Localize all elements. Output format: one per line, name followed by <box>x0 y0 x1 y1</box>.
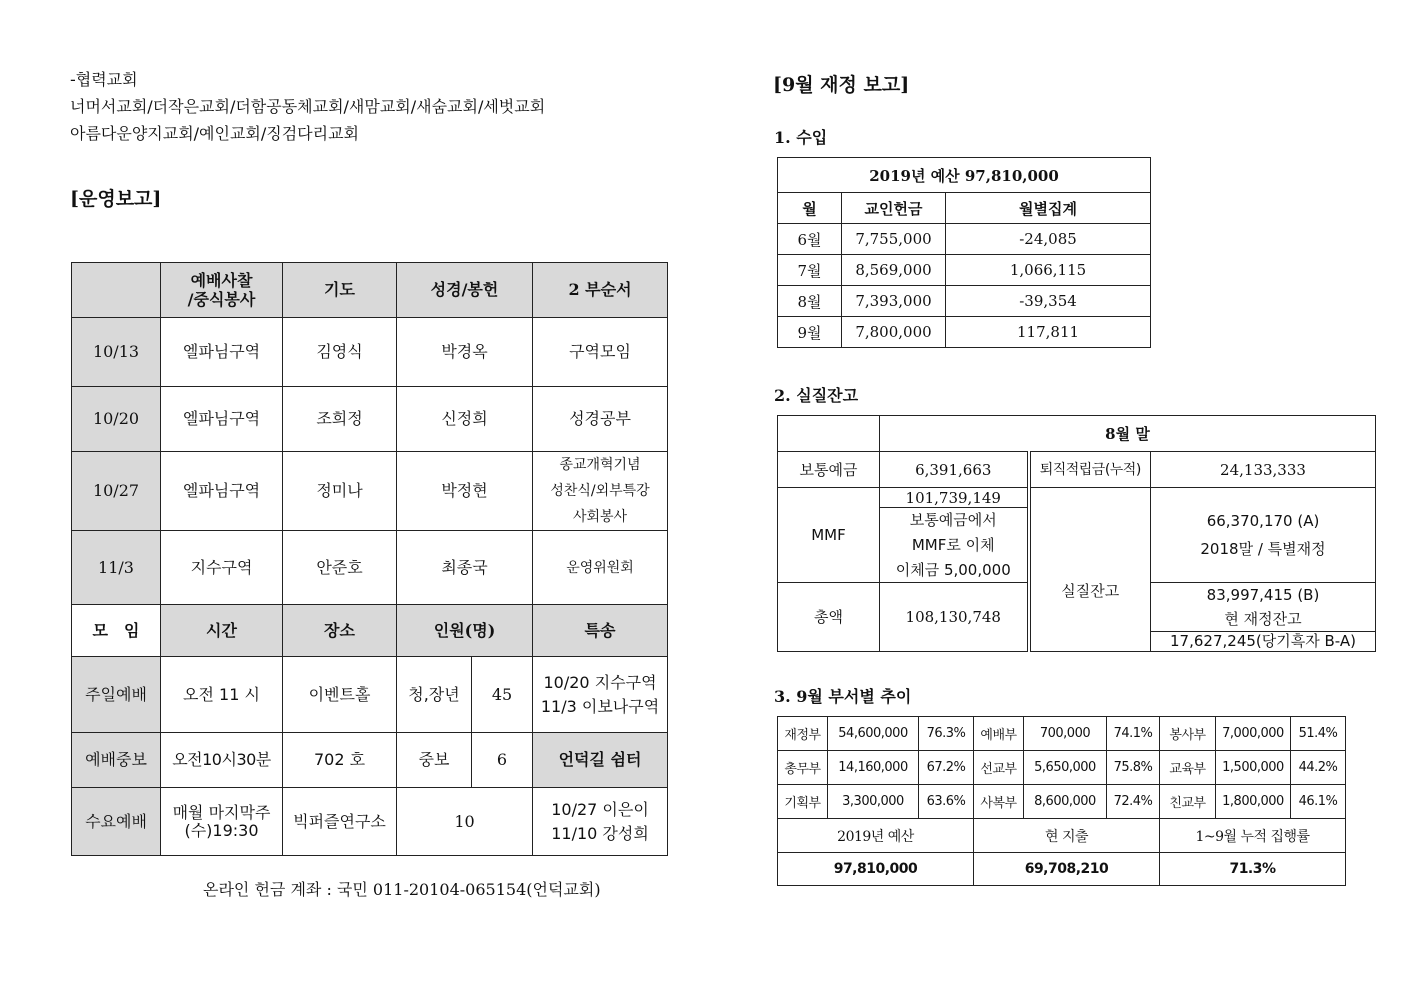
income-monthly: -24,085 <box>946 224 1151 255</box>
dept-amount: 3,300,000 <box>828 785 919 819</box>
dept-name: 총무부 <box>778 751 828 785</box>
dept-amount: 14,160,000 <box>828 751 919 785</box>
table-row <box>72 387 668 452</box>
dept-amount: 7,000,000 <box>1216 717 1291 751</box>
ops-service: 엘파님구역 <box>161 318 283 387</box>
ops-header-row <box>72 263 668 318</box>
mmf-value: 101,739,149 <box>880 488 1029 508</box>
meeting-name: 수요예배 <box>72 788 161 856</box>
income-offering: 7,755,000 <box>842 224 946 255</box>
income-offering: 8,569,000 <box>842 255 946 286</box>
ops-header-scripture: 성경/봉헌 <box>397 263 533 318</box>
income-offering: 7,393,000 <box>842 286 946 317</box>
balance-value-a: 66,370,170 (A) 2018말 / 특별재정 <box>1151 488 1376 583</box>
income-month: 9월 <box>778 317 842 348</box>
mmf-transfer: 이체금 5,00,000 <box>880 558 1029 582</box>
meeting-name: 예배중보 <box>72 733 161 788</box>
dept-rate: 51.4% <box>1291 717 1346 751</box>
table-row <box>778 488 1376 508</box>
ops-date: 10/27 <box>72 452 161 531</box>
meeting-header-row <box>72 605 668 657</box>
dept-name: 봉사부 <box>1160 717 1216 751</box>
ops-scripture: 신정희 <box>397 387 533 452</box>
summary-value-row <box>778 853 1346 886</box>
dept-amount: 8,600,000 <box>1024 785 1107 819</box>
income-subheading: 1. 수입 <box>774 128 828 147</box>
ops-second: 구역모임 <box>533 318 668 387</box>
dept-rate: 72.4% <box>1107 785 1160 819</box>
income-budget: 2019년 예산 97,810,000 <box>778 158 1151 193</box>
ops-scripture: 최종국 <box>397 531 533 605</box>
summary-header-budget: 2019년 예산 <box>778 819 974 853</box>
dept-name: 선교부 <box>974 751 1024 785</box>
income-offering: 7,800,000 <box>842 317 946 348</box>
retirement-label: 퇴직적립금(누적) <box>1029 452 1151 488</box>
dept-name: 예배부 <box>974 717 1024 751</box>
deposit-value: 6,391,663 <box>880 452 1029 488</box>
operations-table <box>71 262 668 856</box>
income-month: 7월 <box>778 255 842 286</box>
dept-name: 사복부 <box>974 785 1024 819</box>
ops-prayer: 정미나 <box>283 452 397 531</box>
dept-amount: 700,000 <box>1024 717 1107 751</box>
income-monthly: 1,066,115 <box>946 255 1151 286</box>
income-month: 6월 <box>778 224 842 255</box>
total-value: 108,130,748 <box>880 582 1029 651</box>
ops-date: 11/3 <box>72 531 161 605</box>
dept-amount: 5,650,000 <box>1024 751 1107 785</box>
partner-line-2: 아름다운양지교회/예인교회/징검다리교회 <box>70 124 359 143</box>
dept-amount: 54,600,000 <box>828 717 919 751</box>
departments-table <box>777 716 1346 886</box>
dept-rate: 46.1% <box>1291 785 1346 819</box>
meeting-header-time: 시간 <box>161 605 283 657</box>
balance-value-b: 83,997,415 (B) 현 재정잔고 <box>1151 582 1376 631</box>
partner-churches <box>70 66 545 147</box>
summary-budget: 97,810,000 <box>778 853 974 886</box>
dept-rate: 76.3% <box>919 717 974 751</box>
table-row <box>778 717 1346 751</box>
ops-service: 엘파님구역 <box>161 387 283 452</box>
ops-second: 성경공부 <box>533 387 668 452</box>
table-row <box>72 788 668 856</box>
meeting-time: 오전 11 시 <box>161 657 283 733</box>
ops-header-service: 예배사찰 /중식봉사 <box>161 263 283 318</box>
partner-title: -협력교회 <box>70 70 138 89</box>
table-row <box>778 751 1346 785</box>
income-monthly: -39,354 <box>946 286 1151 317</box>
balance-empty <box>778 416 880 452</box>
real-balance-label: 실질잔고 <box>1029 488 1151 652</box>
ops-header-prayer: 기도 <box>283 263 397 318</box>
balance-period-row <box>778 416 1376 452</box>
dept-rate: 63.6% <box>919 785 974 819</box>
meeting-place: 702 호 <box>283 733 397 788</box>
summary-header-spent: 현 지출 <box>974 819 1160 853</box>
dept-name: 친교부 <box>1160 785 1216 819</box>
ops-prayer: 안준호 <box>283 531 397 605</box>
table-row <box>778 317 1151 348</box>
mmf-note: 보통예금에서 MMF로 이체 <box>880 508 1029 559</box>
partner-line-1: 너머서교회/더작은교회/더함공동체교회/새맘교회/새숨교회/세벗교회 <box>70 97 546 116</box>
table-row <box>72 657 668 733</box>
retirement-value: 24,133,333 <box>1151 452 1376 488</box>
table-row <box>778 452 1376 488</box>
meeting-header-place: 장소 <box>283 605 397 657</box>
dept-rate: 67.2% <box>919 751 974 785</box>
table-row <box>778 785 1346 819</box>
income-month: 8월 <box>778 286 842 317</box>
meeting-time: 매월 마지막주 (수)19:30 <box>161 788 283 856</box>
income-budget-row <box>778 158 1151 193</box>
dept-rate: 44.2% <box>1291 751 1346 785</box>
dept-rate: 74.1% <box>1107 717 1160 751</box>
ops-service: 지수구역 <box>161 531 283 605</box>
meeting-count: 6 <box>472 733 533 788</box>
ops-prayer: 김영식 <box>283 318 397 387</box>
ops-header-second: 2 부순서 <box>533 263 668 318</box>
dept-rate: 75.8% <box>1107 751 1160 785</box>
ops-second: 운영위원회 <box>533 531 668 605</box>
meeting-header-special: 특송 <box>533 605 668 657</box>
dept-name: 기획부 <box>778 785 828 819</box>
dept-amount: 1,500,000 <box>1216 751 1291 785</box>
ops-scripture: 박경옥 <box>397 318 533 387</box>
summary-header-row <box>778 819 1346 853</box>
meeting-header-label: 모 임 <box>72 605 161 657</box>
summary-spent: 69,708,210 <box>974 853 1160 886</box>
dept-amount: 1,800,000 <box>1216 785 1291 819</box>
meeting-group: 중보 <box>397 733 472 788</box>
ops-service: 엘파님구역 <box>161 452 283 531</box>
total-label: 총액 <box>778 582 880 651</box>
finance-heading: [9월 재정 보고] <box>773 74 910 96</box>
operations-heading: [운영보고] <box>70 188 162 210</box>
ops-second: 종교개혁기념 성찬식/외부특강 사회봉사 <box>533 452 668 531</box>
summary-header-rate: 1~9월 누적 집행률 <box>1160 819 1346 853</box>
table-row <box>72 318 668 387</box>
ops-prayer: 조희정 <box>283 387 397 452</box>
table-row <box>72 452 668 531</box>
income-table <box>777 157 1151 348</box>
meeting-count: 10 <box>397 788 533 856</box>
meeting-special: 10/20 지수구역 11/3 이보나구역 <box>533 657 668 733</box>
mmf-label: MMF <box>778 488 880 583</box>
meeting-header-people: 인원(명) <box>397 605 533 657</box>
meeting-place: 이벤트홀 <box>283 657 397 733</box>
income-header-monthly: 월별집계 <box>946 193 1151 224</box>
income-header-row <box>778 193 1151 224</box>
meeting-time: 오전10시30분 <box>161 733 283 788</box>
meeting-place: 빅퍼즐연구소 <box>283 788 397 856</box>
balance-period: 8월 말 <box>880 416 1376 452</box>
balance-subheading: 2. 실질잔고 <box>774 386 859 405</box>
meeting-count: 45 <box>472 657 533 733</box>
meeting-special: 언덕길 쉼터 <box>533 733 668 788</box>
balance-table <box>777 415 1376 652</box>
income-header-offering: 교인헌금 <box>842 193 946 224</box>
meeting-group: 청,장년 <box>397 657 472 733</box>
meeting-name: 주일예배 <box>72 657 161 733</box>
income-monthly: 117,811 <box>946 317 1151 348</box>
table-row <box>72 531 668 605</box>
dept-name: 교육부 <box>1160 751 1216 785</box>
table-row <box>72 733 668 788</box>
ops-date: 10/20 <box>72 387 161 452</box>
meeting-special: 10/27 이은이 11/10 강성희 <box>533 788 668 856</box>
ops-header-empty <box>72 263 161 318</box>
income-header-month: 월 <box>778 193 842 224</box>
deposit-label: 보통예금 <box>778 452 880 488</box>
summary-rate: 71.3% <box>1160 853 1346 886</box>
table-row <box>778 224 1151 255</box>
departments-subheading: 3. 9월 부서별 추이 <box>774 687 912 706</box>
dept-name: 재정부 <box>778 717 828 751</box>
table-row <box>778 286 1151 317</box>
surplus-value: 17,627,245(당기흑자 B-A) <box>1151 631 1376 651</box>
ops-scripture: 박정현 <box>397 452 533 531</box>
bank-account: 온라인 헌금 계좌 : 국민 011-20104-065154(언덕교회) <box>203 880 601 899</box>
table-row <box>778 255 1151 286</box>
ops-date: 10/13 <box>72 318 161 387</box>
